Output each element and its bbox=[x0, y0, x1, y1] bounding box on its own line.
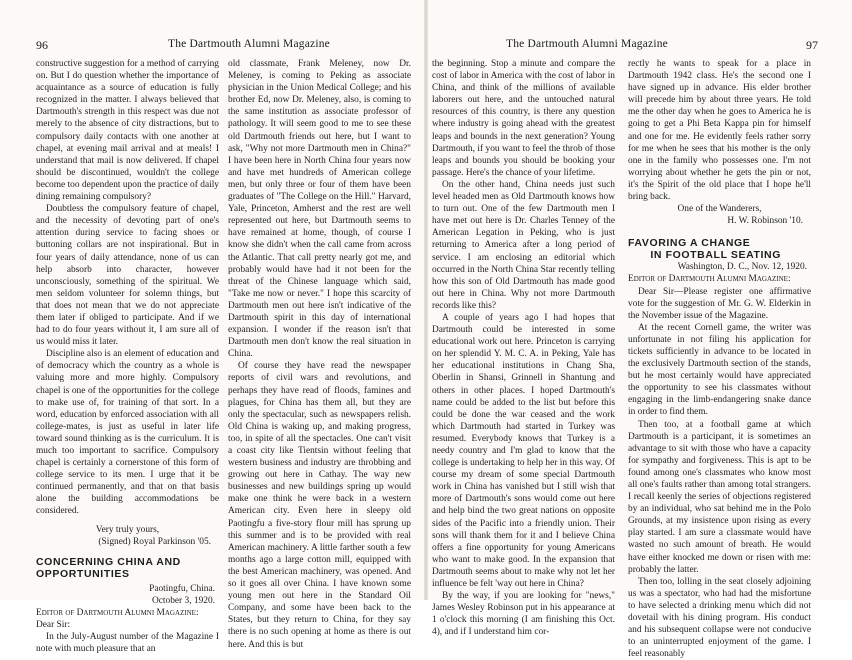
paragraph: Then too, lolling in the seat closely adjoining us was a spectator, who had had the misfortune to have selected a drinking menu which did not dovetail with his dining program. His conduct and his subsequent collapse were not conducive to an uninterrupted enjoyment of the game. I feel reasonably bbox=[628, 576, 811, 660]
paragraph: Dear Sir—Please register one affirmative vote for the suggestion of Mr. G. W. Elderkin in the November issue of the Magazine. bbox=[628, 286, 811, 321]
letter-salutation-to: Editor of Dartmouth Alumni Magazine: bbox=[628, 274, 791, 285]
paragraph: old classmate, Frank Meleney, now Dr. Meleney, is coming to Peking as associate physician in the Union Medical College; and his brother Ed, now Dr. Meleney, also, is coming to the same institution as associate professor of pathology. It will seem good to me to see these old Dartmouth friends out here, but I want to ask, "Why not more Dartmouth men in China?" I have been here in North China four years now and have met hundreds of American college men, but only three or four of them have been graduates of "The College on the Hill." Harvard, Yale, Princeton, Amherst and the rest are well represented out here, but Dartmouth seems to have remained at home, though, of course I know she didn't when the call came from across the Atlantic. That call pretty nearly got me, and probably would have had it not been for the threat of the Chinese language which said, "Take me now or never." I hope this scarcity of Dartmouth men out here isn't indicative of the Dartmouth spirit in this day of international expansion. I wonder if the reason isn't that Dartmouth men don't know the real situation in China. bbox=[228, 59, 411, 360]
paragraph: At the recent Cornell game, the writer was unfortunate in not filing his application for tickets sufficiently in advance to be located in the exclusively Dartmouth section of the stands, but he most certainly would have appreciated the opportunity to see his classmates without engaging in the limb-endangering snake dance in order to find them. bbox=[628, 322, 811, 418]
right-page bbox=[428, 0, 852, 660]
paragraph: By the way, if you are looking for "news," James Wesley Robinson put in his appearance at 1 o'clock this morning (I am finishing this Oct. 4), and if I understand him cor- bbox=[432, 591, 615, 638]
paragraph: On the other hand, China needs just such level headed men as Old Dartmouth knows how to turn out. One of the few Dartmouth men I have met out here is Dr. Charles Tenney of the American Legation in Peking, who is just returning to America after a long period of service. I am enclosing an editorial which occurred in the North China Star recently telling how this son of Old Dartmouth has made good out here in China. Why not more Dartmouth records like this? bbox=[432, 179, 615, 311]
right-column-2 bbox=[628, 58, 811, 660]
page-number: 96 bbox=[36, 38, 48, 52]
letter-dateline: Washington, D. C., Nov. 12, 1920. bbox=[677, 262, 807, 273]
paragraph: the beginning. Stop a minute and compare the cost of labor in America with the cost of labor in China, and think of the millions of available laborers out here, and the untouched natural resources of this country, is there any question where industry is going ahead with the greatest leaps and bounds in the next generation? Young Dartmouth, if you want to feel the throb of those leaps and bounds you should be booking your passage. Here's the chance of your lifetime. bbox=[432, 59, 615, 178]
left-column-1 bbox=[36, 58, 219, 655]
paragraph: rectly he wants to speak for a place in Dartmouth 1942 class. He's the second one I have signed up in advance. His elder brother will precede him by about three years. He told me the other day when he goes to America he is going to get a Phi Beta Kappa pin for himself and one for me. He evidently feels rather sorry for me when he sees that his mother is the only one in the family who possesses one. I'm not worrying about whether he gets the pin or not, it's the Spirit of the old place that I hope he'll bring back. bbox=[628, 59, 811, 203]
paragraph: Then too, at a football game at which Dartmouth is a participant, it is sometimes an advantage to sit with those who have a capacity for sympathy and forgiveness. This is apt to be found among one's classmates who know most all one's faults rather than among total strangers. I recall keenly the series of objections registered by an individual, who sat behind me in the Polo Grounds, at my insistence upon rising as every play started. I am sure a classmate would have wasted no such amount of breath. He would have either knocked me down or risen with me: probably the latter. bbox=[628, 419, 811, 575]
paragraph: In the July-August number of the Magazine I note with much pleasure that an bbox=[36, 632, 219, 655]
letter-date: October 3, 1920. bbox=[151, 595, 215, 606]
section-heading-line2: IN FOOTBALL SEATING bbox=[650, 249, 781, 262]
letter-salutation-to: Editor of Dartmouth Alumni Magazine: bbox=[36, 607, 199, 618]
running-header: The Dartmouth Alumni Magazine bbox=[506, 38, 668, 50]
paragraph: Doubtless the compulsory feature of chapel, and the necessity of devoting part of one's attention during service to facing shoes or buttoning collars are not inspirational. But in four years of daily attendance, none of us can help absorb into character, however unconsciously, something of the spiritual. We men seldom volunteer for solemn things, but that does not mean that we do not appreciate them later if obliged to participate. And if we had to do four years without it, I am sure all of us would miss it later. bbox=[36, 204, 219, 348]
letter-closing: One of the Wanderers, bbox=[677, 204, 762, 215]
page-number: 97 bbox=[806, 38, 818, 52]
left-column-2 bbox=[228, 58, 411, 651]
paragraph: Discipline also is an element of education and of democracy which the country as a whole is valuing more and more highly. Compulsory chapel is one of the opportunities for the college to make use of, for training of that sort. In a word, education by enforced association with all college-mates, is just as useful in later life toward sound thinking as is the curriculum. It is much too important to sacrifice. Compulsory chapel is certainly a cornerstone of this form of college service to its men. I urge that it be continued permanently, and that on that basis alone the building accommodations be considered. bbox=[36, 349, 219, 517]
left-page bbox=[0, 0, 424, 655]
letter-salutation: Dear Sir: bbox=[36, 620, 71, 631]
paragraph: Of course they have read the newspaper reports of civil wars and revolutions, and perhaps they have read of floods, famines and plagues, for China has them all, but they are only the spectacular, such as newspapers relish. Old China is waking up, and making progress, too, in spite of all the spectacles. One can't visit a coast city like Tientsin without feeling that western business and industry are throbbing and growing out here in Cathay. The way new businesses and new buildings spring up would make one think he were back in a western American city. Even here in sleepy old Paotingfu a five-story flour mill has sprung up this summer and is to be provided with real American machinery. A little farther south a few months ago a large cotton mill, equipped with the best American machinery, was opened. And so it goes all over China. I have known some young men out here in the Standard Oil Company, and some have been back to the States, but they return to China, for they say there is no such opening at home as there is out here. And this is but bbox=[228, 361, 411, 650]
section-heading: FAVORING A CHANGE bbox=[628, 237, 751, 250]
letter-closing: Very truly yours, bbox=[95, 524, 160, 535]
letter-signature: H. W. Robinson '10. bbox=[727, 216, 803, 227]
letter-signature: (Signed) Royal Parkinson '05. bbox=[98, 536, 211, 547]
running-header: The Dartmouth Alumni Magazine bbox=[168, 38, 330, 50]
paragraph: constructive suggestion for a method of carrying on. But I do question whether the importance of acquaintance as a source of education is fully recognized in the matter. I always believed that Dartmouth's strength in this respect was due not merely to the absence of city distractions, but to compulsory daily contacts with one another at chapel, at evening mail arrival and at meals! I understand that mail is now delivered. If chapel should be discontinued, wouldn't the college become too dependent upon the practice of daily dining remaining compulsory? bbox=[36, 59, 219, 203]
section-heading: CONCERNING CHINA AND OPPORTUNITIES bbox=[36, 555, 181, 580]
right-column-1 bbox=[432, 58, 615, 639]
letter-place: Paotingfu, China. bbox=[149, 583, 215, 594]
paragraph: A couple of years ago I had hopes that Dartmouth could be interested in some educational work out here. Princeton is carrying on her splendid Y. M. C. A. in Peking, Yale has her educational institutions in Chang Sha, Oberlin in Shansi, Grinnell in Shantung and others in other places. I hoped Dartmouth's name could be added to the list but before this could be done the war ceased and the work which Dartmouth had started in Turkey was resumed. Everybody knows that Turkey is a needy country and I'm glad to know that the college is undertaking to help her in this way. Of course my dream of some special Dartmouth work in China has vanished but I still wish that more of Dartmouth's sons would come out here and help bind the two great nations on opposite sides of the Pacific into a friendly union. Their sons will thank them for it and I believe China offers a fine opportunity for young Americans who want to make good. In the expansion that Dartmouth seems about to make why not let her influence be felt 'way out here in China? bbox=[432, 312, 615, 590]
